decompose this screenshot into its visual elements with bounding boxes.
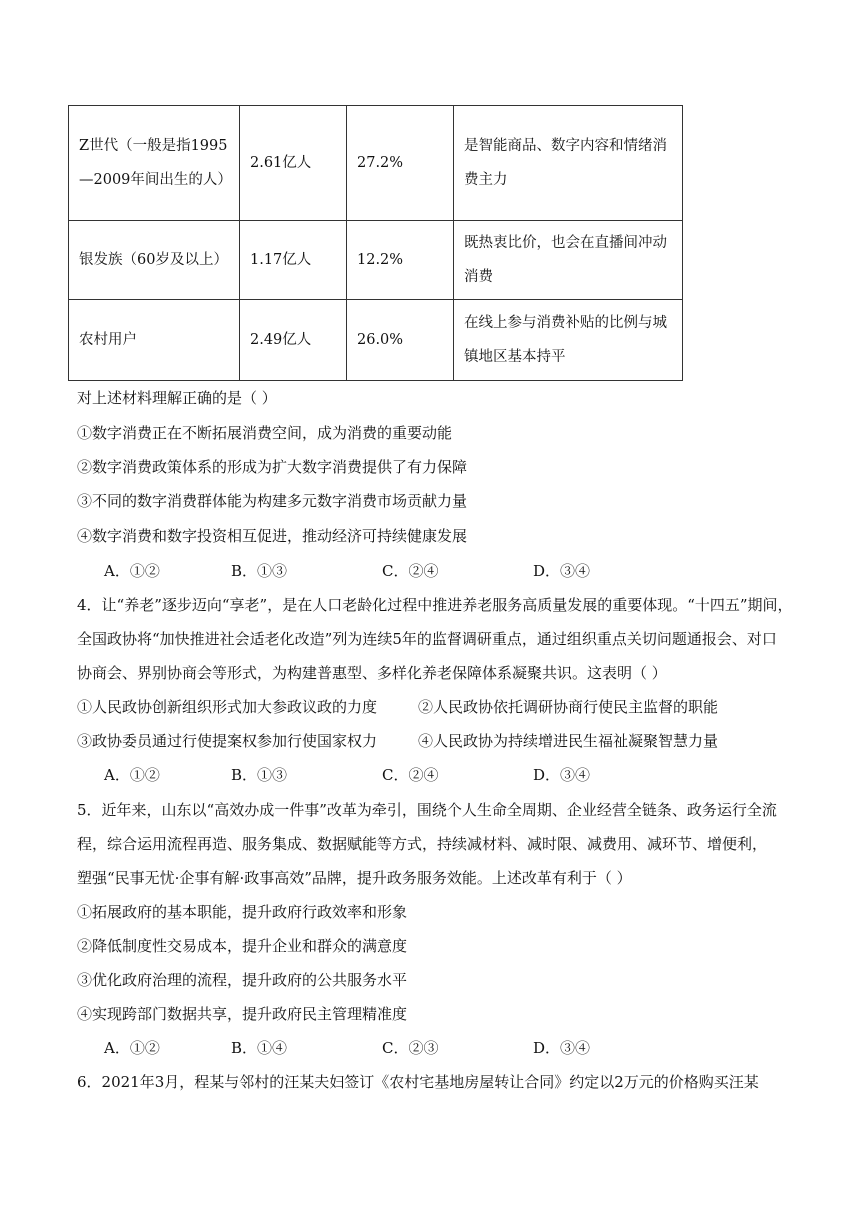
table-row	[69, 221, 683, 300]
q4-option-c[interactable]: C．②④	[382, 766, 439, 784]
q4-option-d[interactable]: D．③④	[533, 766, 591, 784]
table-cell-feature: 既热衷比价，也会在直播间冲动消费	[454, 221, 683, 300]
q3-item: ③不同的数字消费群体能为构建多元数字消费市场贡献力量	[77, 492, 468, 510]
q4-stem-line2: 全国政协将“加快推进社会适老化改造”列为连续5年的监督调研重点，通过组织重点关切问题通报会、对口	[77, 630, 777, 648]
table-cell-share: 12.2%	[347, 221, 454, 300]
q4-item: ①人民政协创新组织形式加大参政议政的力度	[77, 698, 378, 716]
q5-option-b[interactable]: B．①④	[231, 1039, 288, 1057]
table-cell-feature: 是智能商品、数字内容和情绪消费主力	[454, 106, 683, 221]
table-row	[69, 300, 683, 381]
table-cell-feature: 在线上参与消费补贴的比例与城镇地区基本持平	[454, 300, 683, 381]
q5-item: ④实现跨部门数据共享，提升政府民主管理精准度	[77, 1005, 408, 1023]
q3-item: ④数字消费和数字投资相互促进，推动经济可持续健康发展	[77, 527, 468, 545]
q3-stem: 对上述材料理解正确的是（ ）	[77, 389, 277, 407]
table-row	[69, 106, 683, 221]
q4-item: ②人民政协依托调研协商行使民主监督的职能	[418, 698, 719, 716]
q5-option-d[interactable]: D．③④	[533, 1039, 591, 1057]
consumer-group-table	[68, 105, 683, 381]
q5-stem-line2: 程，综合运用流程再造、服务集成、数据赋能等方式，持续减材料、减时限、减费用、减环节、增便利，	[77, 835, 768, 853]
q4-stem-line3: 协商会、界别协商会等形式，为构建普惠型、多样化养老保障体系凝聚共识。这表明（ ）	[77, 664, 667, 682]
q5-item: ②降低制度性交易成本，提升企业和群众的满意度	[77, 937, 408, 955]
q3-option-b[interactable]: B．①③	[231, 562, 288, 580]
table-cell-share: 26.0%	[347, 300, 454, 381]
q5-stem-line1: 5．近年来，山东以“高效办成一件事”改革为牵引，围绕个人生命全周期、企业经营全链条、政务运行全流	[77, 801, 777, 819]
q5-item: ③优化政府治理的流程，提升政府的公共服务水平	[77, 971, 408, 989]
q4-stem-line1: 4．让“养老”逐步迈向“享老”，是在人口老龄化过程中推进养老服务高质量发展的重要体现。“十四五”期间，	[77, 596, 793, 614]
q5-option-a[interactable]: A．①②	[104, 1039, 160, 1057]
q4-option-b[interactable]: B．①③	[231, 766, 288, 784]
q3-option-c[interactable]: C．②④	[382, 562, 439, 580]
table-cell-group: 银发族（60岁及以上）	[69, 221, 240, 300]
table-cell-users: 2.49亿人	[240, 300, 347, 381]
q3-item: ①数字消费正在不断拓展消费空间，成为消费的重要动能	[77, 424, 453, 442]
table-cell-users: 1.17亿人	[240, 221, 347, 300]
q6-stem-line1: 6．2021年3月，程某与邻村的汪某夫妇签订《农村宅基地房屋转让合同》约定以2万元的价格购买汪某	[77, 1073, 759, 1091]
table-cell-group: 农村用户	[69, 300, 240, 381]
q5-stem-line3: 塑强“民事无忧·企事有解·政事高效”品牌，提升政务服务效能。上述改革有利于（ ）	[77, 869, 632, 887]
q3-item: ②数字消费政策体系的形成为扩大数字消费提供了有力保障	[77, 458, 468, 476]
q3-option-d[interactable]: D．③④	[533, 562, 591, 580]
table-cell-users: 2.61亿人	[240, 106, 347, 221]
q4-item: ③政协委员通过行使提案权参加行使国家权力	[77, 732, 378, 750]
q5-option-c[interactable]: C．②③	[382, 1039, 439, 1057]
q5-item: ①拓展政府的基本职能，提升政府行政效率和形象	[77, 903, 408, 921]
table-cell-share: 27.2%	[347, 106, 454, 221]
table-cell-group: Z世代（一般是指1995—2009年间出生的人）	[69, 106, 240, 221]
q4-item: ④人民政协为持续增进民生福祉凝聚智慧力量	[418, 732, 719, 750]
q4-option-a[interactable]: A．①②	[104, 766, 160, 784]
q3-option-a[interactable]: A．①②	[104, 562, 160, 580]
